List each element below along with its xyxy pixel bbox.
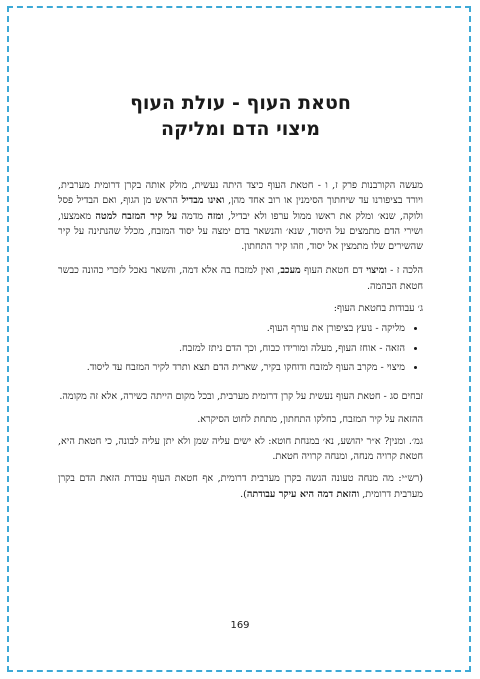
paragraph-maaseh-korbanot (58, 178, 423, 254)
page-content (58, 90, 423, 509)
bold-segment: ומזה (207, 210, 224, 222)
list-item: • מיצוי - מקרב העוף למזבח ודוחקו בקיר, שארית הדם תצא ותרד לקיר המזבח עד ליסוד. (58, 360, 405, 375)
text-segment: , ואין למזבח בה אלא דמה, והשאר נאכל לזכרי כהונה כבשר חטאת הבהמה. (58, 265, 423, 292)
bold-segment: על קיר המזבח למטה (95, 210, 178, 222)
title-line-1: חטאת העוף - עולת העוף (130, 92, 351, 114)
paragraph-zevachim: זבחים סג - חטאת העוף נעשית על קרן דרומית מערבית, ובכל מקום הייתה כשירה, אלא זה מקומה. (59, 391, 423, 403)
text-segment: דם חטאת העוף (300, 265, 367, 277)
text-segment: הלכה ז - (386, 265, 424, 277)
list-item: • הזאה - אוחז העוף, מעלה ומורידו כבוח, וכך הדם ניתז למזבח. (58, 341, 405, 356)
paragraph-hazaah: ההזאה על קיר המזבח, בחלקו התחתון, מתחת לחוט הסיקרא. (197, 413, 423, 425)
title-line-2: מיצוי הדם ומליקה (161, 118, 320, 140)
avodot-heading: ג׳ עבודות בחטאת העוף: (333, 303, 423, 315)
list-item: • מליקה - נועץ בציפורן את עורף העוף. (58, 321, 405, 336)
bold-segment: מעכב (280, 265, 301, 277)
bold-segment: ואינו מבדיל (181, 195, 225, 207)
bold-segment: ומיצוי (366, 265, 387, 277)
text-segment: הראש מן הגוף, ואם הבדיל פסל ולוקה, שנא׳ ומלק את ראשו ממול ערפו ולא יבדיל, (58, 195, 424, 222)
page-number: 169 (230, 620, 250, 631)
bold-segment: והזאת דמה היא עיקר עבודתה (246, 488, 360, 500)
paragraph-halacha-7 (58, 263, 423, 294)
text-segment: (רש״י: מה מנחה טעונה הגשה בקרן מערבית דרומית, אף חטאת העוף עבודת הזאת הדם בקרן מערבית דרומית, (58, 473, 423, 500)
paragraph-gemara: גמ׳. ומנין? א״ר יהושע, נא׳ במנחת חוטא: לא ישים עליה שמן ולא יתן עליה לבונה, כי חטאת היא, חטאת קרויה מנחה, ומנחה קרויה חטאת. (58, 435, 423, 463)
text-segment: ). (240, 488, 247, 500)
paragraph-rashi (58, 471, 423, 502)
text-segment: מאמצעו, ושירי הדם מתמצים על היסוד, שנא׳ והנשאר בדם ימצה על יסוד המזבח, מכלל שהנתינה על קיר שהשירים שלו מתמצין אל יסוד, וזהו קיר התחתון. (58, 210, 423, 253)
text-segment: מעשה הקורבנות פרק ז, ו - חטאת העוף כיצד היתה נעשית, מולק אותה בקרן דרומית מערבית, ויורד בציפורנו עד שיחתוך הסימנין או רוב אחד מהן, (58, 180, 423, 207)
text-segment: מדמה (177, 210, 208, 222)
avodot-list (58, 321, 423, 375)
